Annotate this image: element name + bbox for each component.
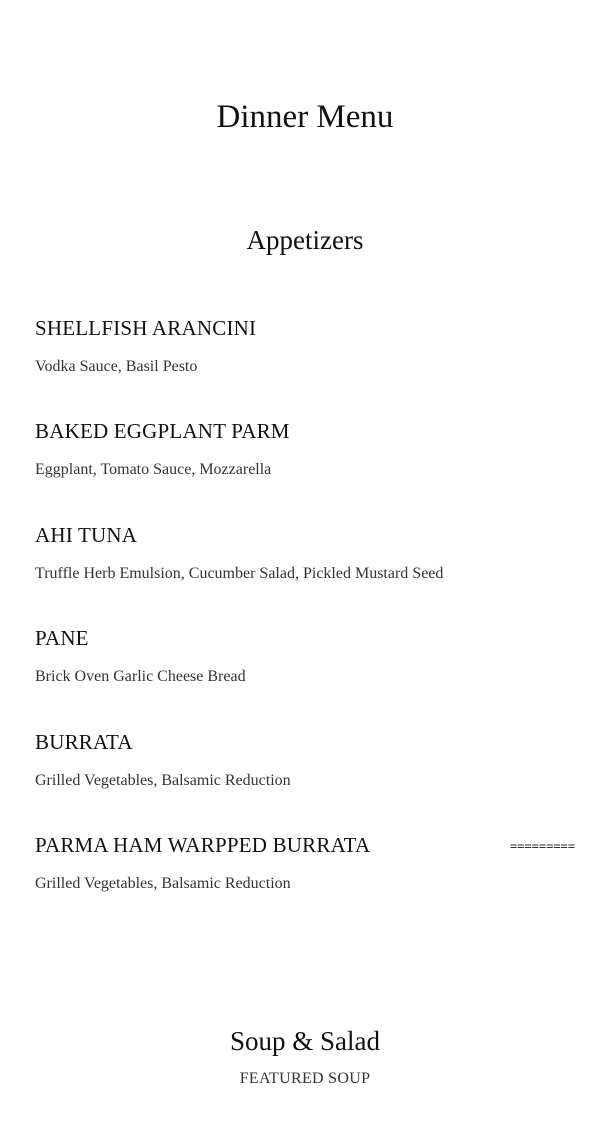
menu-item xyxy=(35,728,580,831)
menu-item-name: SHELLFISH ARANCINI xyxy=(35,316,257,340)
menu-item-name: BAKED EGGPLANT PARM xyxy=(35,419,290,444)
menu-item-description: Grilled Vegetables, Balsamic Reduction xyxy=(35,874,291,892)
menu-item-name: AHI TUNA xyxy=(35,522,138,547)
appetizer-list xyxy=(35,314,580,934)
menu-title: Dinner Menu xyxy=(216,99,394,135)
section-title-soup-salad: Soup & Salad xyxy=(229,1026,380,1056)
menu-item xyxy=(35,624,580,727)
menu-item-name: PARMA HAM WARPPED BURRATA xyxy=(35,832,371,857)
section-title-appetizers: Appetizers xyxy=(246,225,364,255)
menu-item-name: PANE xyxy=(35,626,89,651)
menu-item-price: ========= xyxy=(509,838,575,853)
menu-item xyxy=(35,417,580,520)
featured-soup-label: FEATURED SOUP xyxy=(239,1070,371,1087)
menu-item xyxy=(35,831,580,934)
menu-item-description: Eggplant, Tomato Sauce, Mozzarella xyxy=(35,461,272,479)
menu-item-description: Vodka Sauce, Basil Pesto xyxy=(35,358,198,375)
menu-item-description: Grilled Vegetables, Balsamic Reduction xyxy=(35,771,291,789)
menu-item-description: Truffle Herb Emulsion, Cucumber Salad, Pickled Mustard Seed xyxy=(35,564,444,582)
menu-item-name: BURRATA xyxy=(35,729,133,754)
menu-item xyxy=(35,314,580,417)
menu-item xyxy=(35,521,580,624)
menu-item-description: Brick Oven Garlic Cheese Bread xyxy=(35,668,246,686)
